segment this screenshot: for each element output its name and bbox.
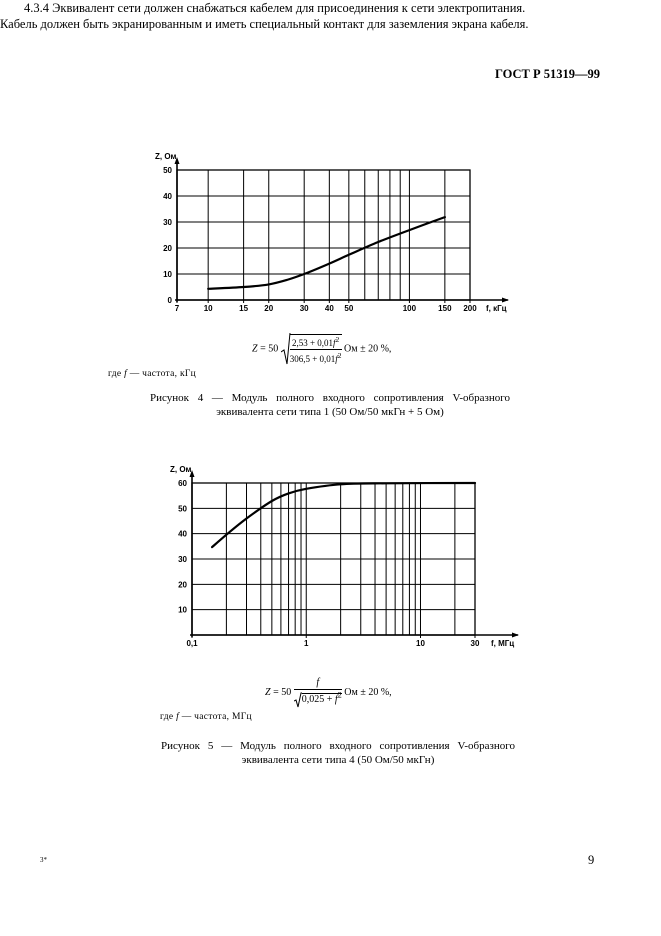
- x-tick-label: 7: [174, 304, 180, 313]
- plot-frame: [177, 170, 470, 300]
- x-axis-label: f, МГц: [491, 639, 515, 648]
- y-axis-label: Z, Ом: [155, 152, 177, 161]
- x-tick-label: 30: [470, 639, 480, 648]
- x-tick-label: 10: [203, 304, 213, 313]
- impedance-curve: [212, 483, 475, 547]
- x-tick-label: 150: [438, 304, 452, 313]
- chart-1-grid: [175, 157, 510, 303]
- x-tick-label: 200: [463, 304, 477, 313]
- y-tick-label: 40: [163, 192, 172, 201]
- x-tick-label: 1: [304, 639, 309, 648]
- page-number: 9: [588, 853, 595, 867]
- figure-5-caption: Рисунок 5 — Модуль полного входного сопротивления V-образного эквивалента сети типа 4 (50 Ом/50 мкГн): [161, 740, 515, 766]
- y-tick-label: 30: [178, 555, 187, 564]
- chart-2-labels: [170, 465, 514, 648]
- y-tick-label: 50: [163, 166, 172, 175]
- chart-2-marks: [212, 483, 475, 547]
- figure-5-formula: Z = 50 $\frac{f}{0,025 + f^2}$ Ом ± 20 %,: [265, 677, 392, 706]
- y-tick-label: 60: [178, 479, 187, 488]
- y-tick-label: 20: [163, 244, 172, 253]
- standard-header: ГОСТ Р 51319—99: [494, 67, 600, 81]
- figure-5-chart: [150, 455, 530, 657]
- x-tick-label: 0,1: [186, 639, 198, 648]
- figure-4-formula: Z = 50 $\frac{2,53 + 0,01f^2}{306,5 + 0,01f^2}$ Ом ± 20 %,: [252, 332, 391, 366]
- footer-signature-mark: 3*: [40, 856, 47, 864]
- x-axis-arrow: [502, 298, 509, 303]
- y-axis-label: Z, Ом: [170, 465, 192, 474]
- figure-5-legend-note: где f — частота, МГц: [160, 712, 252, 722]
- y-tick-label: 50: [178, 504, 187, 514]
- x-axis-label: f, кГц: [486, 304, 507, 313]
- figure-4-chart: [140, 140, 530, 320]
- y-tick-label: 10: [163, 270, 172, 279]
- y-tick-label: 0: [167, 296, 172, 305]
- section-paragraph: [0, 0, 540, 32]
- x-tick-label: 30: [299, 304, 309, 313]
- x-tick-label: 15: [239, 304, 249, 313]
- paragraph-line-1: 4.3.4 Эквивалент сети должен снабжаться кабелем для присоединения к сети электропитания.: [24, 1, 526, 15]
- x-tick-label: 40: [324, 304, 334, 313]
- y-tick-label: 10: [178, 605, 187, 615]
- x-tick-label: 20: [264, 304, 274, 313]
- paragraph-line-2: Кабель должен быть экранированным и иметь специальный контакт для заземления экрана кабеля.: [0, 17, 529, 31]
- y-tick-label: 30: [163, 218, 172, 227]
- x-tick-label: 100: [402, 304, 417, 313]
- y-tick-label: 40: [178, 529, 187, 539]
- figure-4-caption: Рисунок 4 — Модуль полного входного сопротивления V-образного эквивалента сети типа 1 (50 Ом/50 мкГн + 5 Ом): [150, 392, 510, 418]
- chart-2-grid: [190, 470, 520, 638]
- x-tick-label: 10: [416, 639, 425, 648]
- y-tick-label: 20: [178, 580, 187, 590]
- x-axis-arrow: [512, 633, 519, 638]
- figure-4-legend-note: где f — частота, кГц: [108, 369, 197, 379]
- x-tick-label: 50: [344, 304, 354, 313]
